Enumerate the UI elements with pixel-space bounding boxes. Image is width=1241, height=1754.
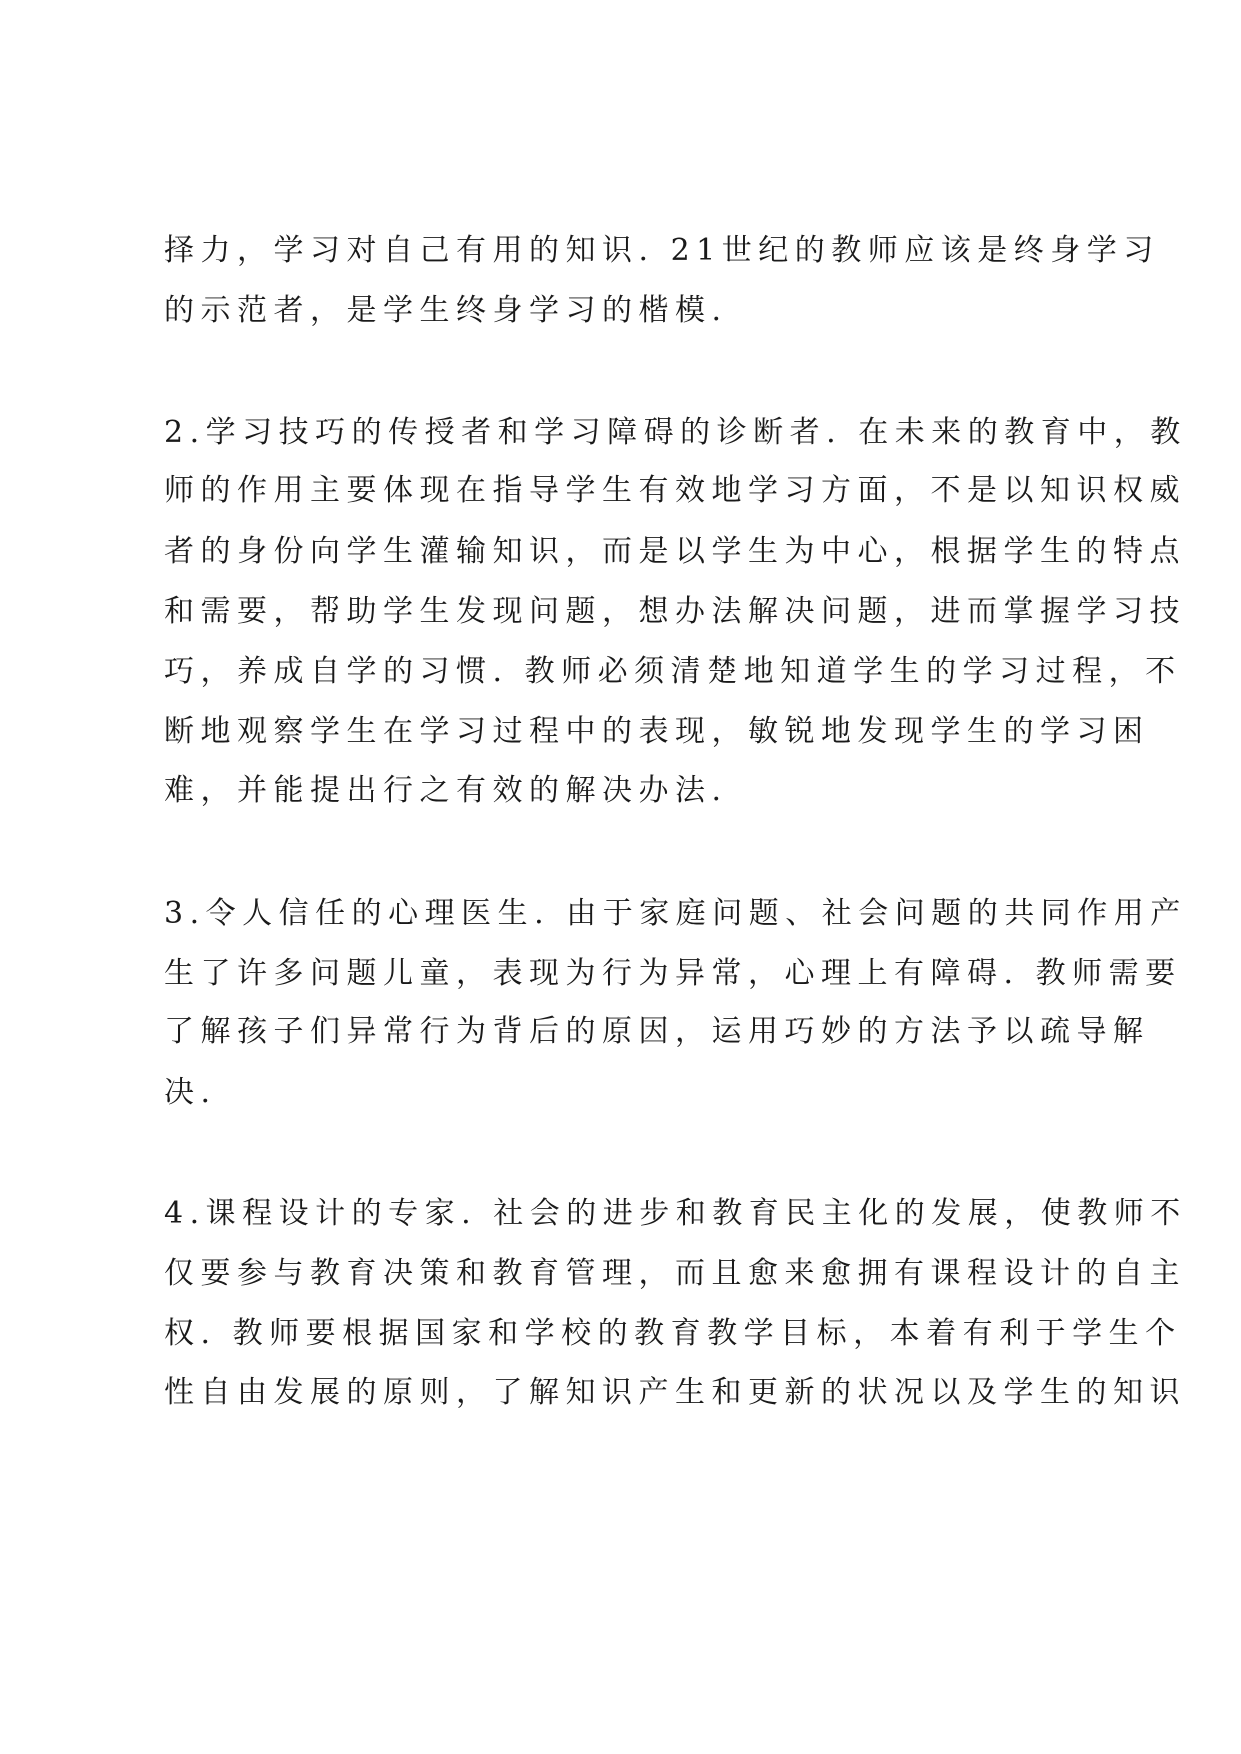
- text-line: 和需要，帮助学生发现问题，想办法解决问题，进而掌握学习技: [164, 594, 1186, 629]
- text-line: 断地观察学生在学习过程中的表现，敏锐地发现学生的学习困: [164, 714, 1150, 749]
- text-line: 性自由发展的原则，了解知识产生和更新的状况以及学生的知识: [164, 1375, 1186, 1410]
- text-line: 3.令人信任的心理医生. 由于家庭问题、社会问题的共同作用产: [164, 896, 1187, 931]
- text-line: 4.课程设计的专家. 社会的进步和教育民主化的发展，使教师不: [164, 1196, 1187, 1231]
- text-line: 巧，养成自学的习惯. 教师必须清楚地知道学生的学习过程，不: [164, 654, 1182, 689]
- text-line: 决.: [164, 1075, 217, 1110]
- text-line: 的示范者，是学生终身学习的楷模.: [164, 293, 728, 328]
- text-line: 了解孩子们异常行为背后的原因，运用巧妙的方法予以疏导解: [164, 1014, 1150, 1049]
- text-line: 仅要参与教育决策和教育管理，而且愈来愈拥有课程设计的自主: [164, 1256, 1186, 1291]
- text-line: 难，并能提出行之有效的解决办法.: [164, 773, 728, 808]
- text-line: 择力，学习对自己有用的知识. 21世纪的教师应该是终身学习: [164, 233, 1160, 268]
- text-line: 生了许多问题儿童，表现为行为异常，心理上有障碍. 教师需要: [164, 956, 1182, 991]
- text-line: 者的身份向学生灌输知识，而是以学生为中心，根据学生的特点: [164, 534, 1186, 569]
- text-line: 权. 教师要根据国家和学校的教育教学目标，本着有利于学生个: [164, 1316, 1182, 1351]
- text-line: 2.学习技巧的传授者和学习障碍的诊断者. 在未来的教育中，教: [164, 415, 1187, 450]
- text-line: 师的作用主要体现在指导学生有效地学习方面，不是以知识权威: [164, 473, 1186, 508]
